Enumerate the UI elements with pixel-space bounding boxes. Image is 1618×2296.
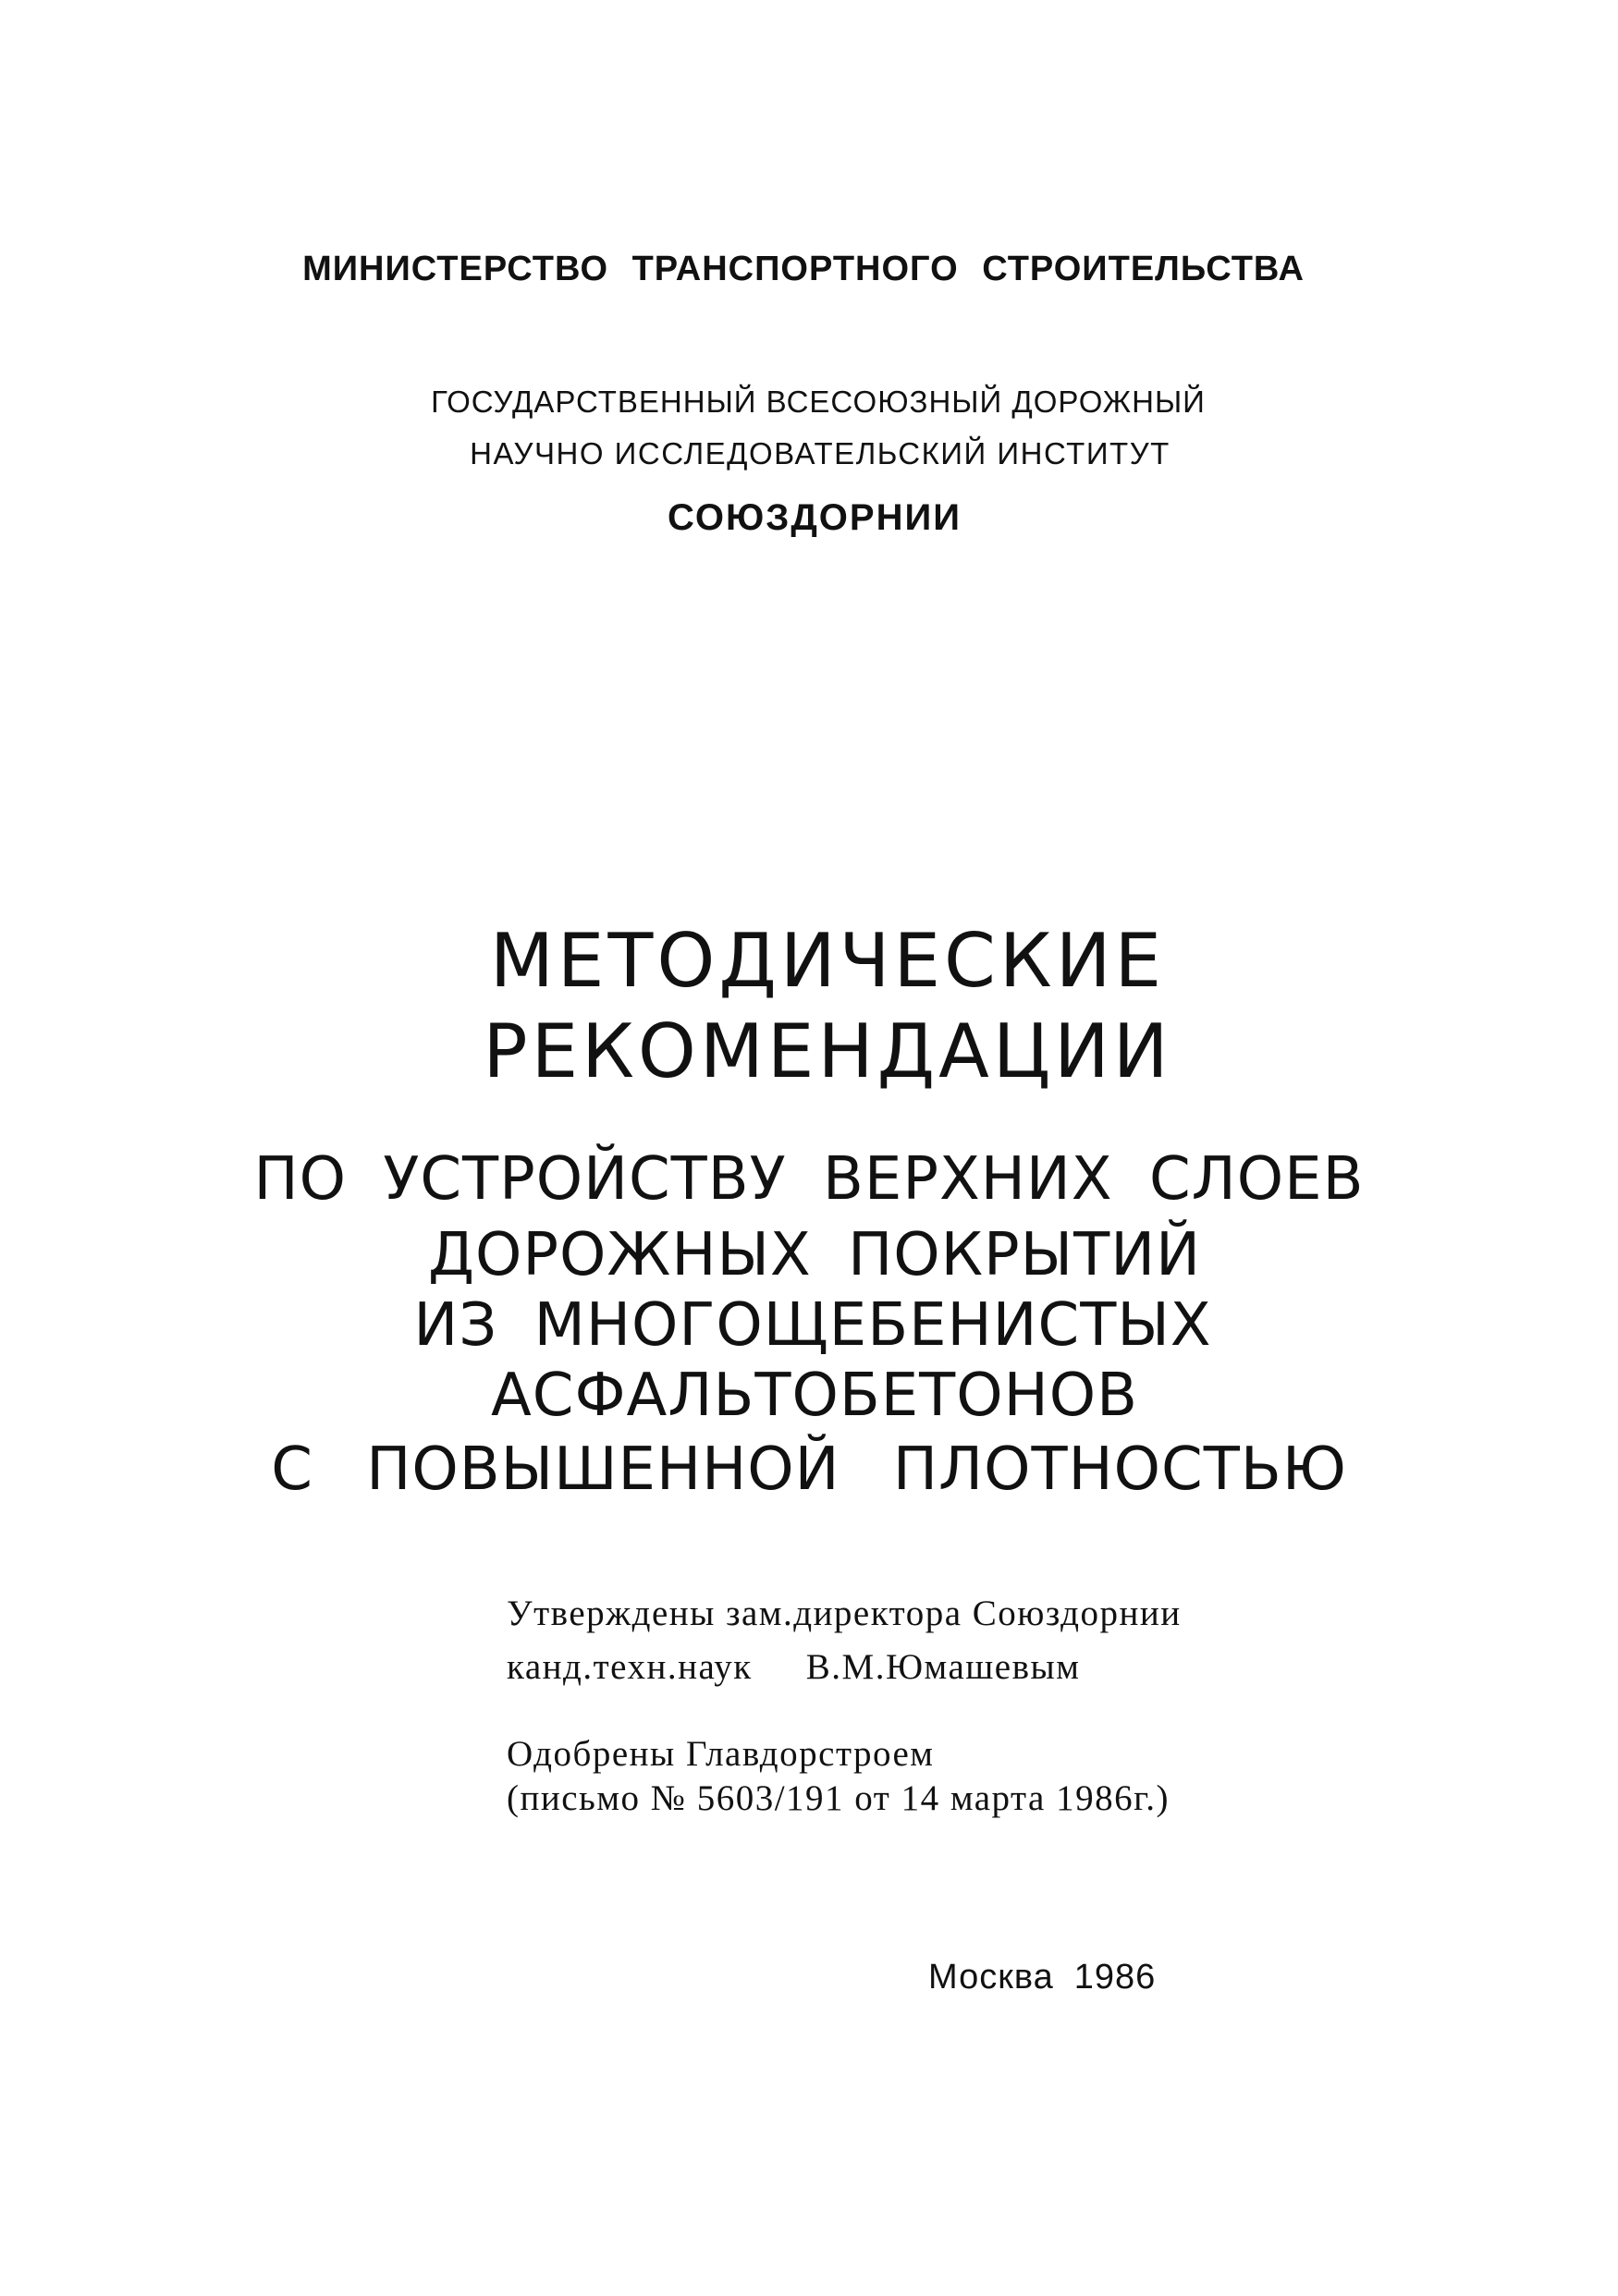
approval-line-2: [507, 1649, 1080, 1685]
ministry-heading: МИНИСТЕРСТВО ТРАНСПОРТНОГО СТРОИТЕЛЬСТВА: [302, 250, 1305, 288]
approval-degree: канд.техн.наук: [507, 1647, 753, 1687]
subtitle-line-4: АСФАЛЬТОБЕТОНОВ: [490, 1362, 1139, 1430]
institute-line-1: ГОСУДАРСТВЕННЫЙ ВСЕСОЮЗНЫЙ ДОРОЖНЫЙ: [431, 385, 1206, 419]
document-title-line-1: МЕТОДИЧЕСКИЕ: [489, 918, 1166, 1004]
imprint: [928, 1960, 1156, 1995]
subtitle-line-3: ИЗ МНОГОЩЕБЕНИСТЫХ: [413, 1291, 1212, 1360]
approval-signatory: В.М.Юмашевым: [805, 1647, 1081, 1687]
document-title-line-2: РЕКОМЕНДАЦИИ: [483, 1008, 1172, 1094]
imprint-year: 1986: [1073, 1958, 1157, 1997]
subtitle-line-5: С ПОВЫШЕННОЙ ПЛОТНОСТЬЮ: [271, 1435, 1347, 1504]
subtitle-line-2: ДОРОЖНЫХ ПОКРЫТИЙ: [428, 1221, 1201, 1289]
endorsement-line-2: (письмо № 5603/191 от 14 марта 1986г.): [507, 1778, 1170, 1818]
institute-name: СОЮЗДОРНИИ: [668, 497, 962, 538]
approval-line-1: Утверждены зам.директора Союздорнии: [507, 1594, 1182, 1633]
institute-line-2: НАУЧНО ИССЛЕДОВАТЕЛЬСКИЙ ИНСТИТУТ: [470, 436, 1171, 470]
subtitle-line-1: ПО УСТРОЙСТВУ ВЕРХНИХ СЛОЕВ: [253, 1145, 1365, 1214]
endorsement-line-1: Одобрены Главдорстроем: [507, 1734, 935, 1774]
imprint-city: Москва: [928, 1958, 1054, 1997]
